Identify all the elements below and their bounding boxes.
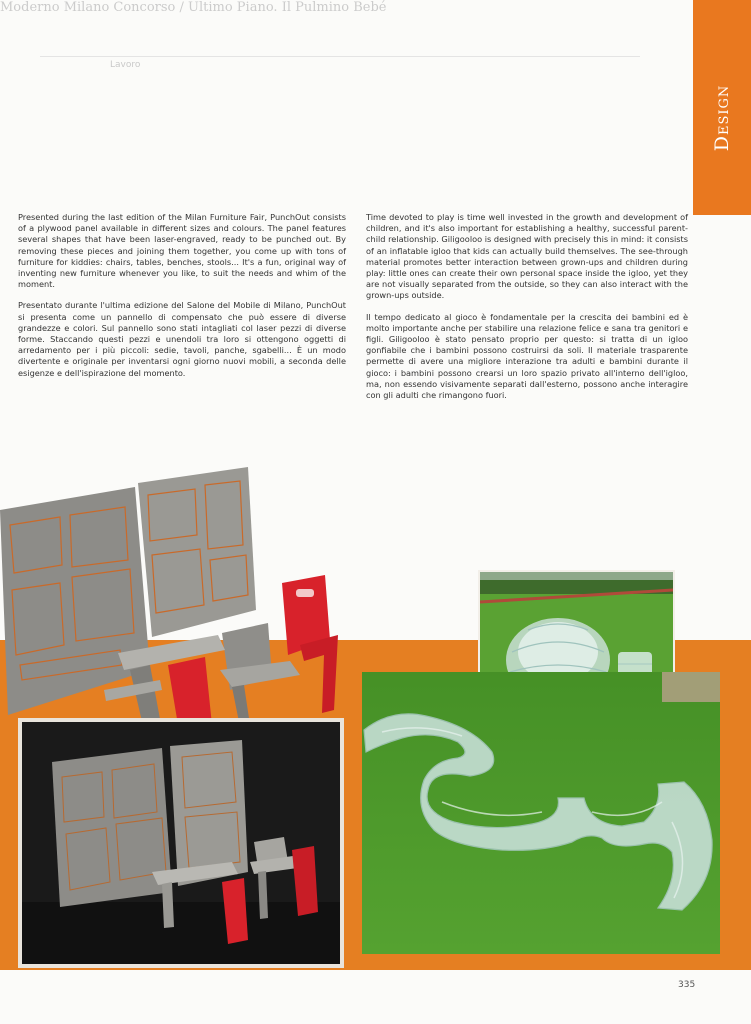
ghost-divider (40, 56, 640, 57)
section-tab (693, 0, 751, 215)
giligooloo-text-english: Time devoted to play is time well invested in the growth and development of children, and it's also important for establishing a healthy, successful parent-child relationship. Giligooloo is designed with precisely this in mind: it consists of an inflatable igloo that kids can actually build themselves. The see-through material promotes better interaction between grown-ups and children during play: little ones can create their own personal space inside the igloo, yet they are not visually separated from the outside, so they can also interact with the grown-ups outside. (366, 212, 688, 301)
giligooloo-text-italian: Il tempo dedicato al gioco è fondamentale per la crescita dei bambini ed è molto importante anche per stabilire una relazione felice e sana tra genitori e figli. Giligooloo è stato pensato proprio per questo: si tratta di un igloo gonfiabile che i bambini possono costruirsi da soli. Il materiale trasparente permette di avere una migliore interazione tra adulti e bambini durante il gioco: i bambini possono crearsi un loro spazio privato all'interno dell'igloo, ma, non essendo visivamente separati dall'esterno, possono anche interagire con gli adulti che rimangono fuori. (366, 311, 688, 401)
article-right-column (366, 212, 688, 411)
punchout-studio-photo (18, 718, 344, 968)
punchout-text-english: Presented during the last edition of the Milan Furniture Fair, PunchOut consists of a plywood panel available in different sizes and colours. The panel features several shapes that have been laser-engraved, ready to be punched out. By removing these pieces and joining them together, you come up with tons of furniture for kiddies: chairs, tables, benches, stools... It's a fun, original way of inventing new furniture whenever you like, to suit the needs and whim of the moment. (18, 212, 346, 290)
punchout-panels-photo (0, 465, 350, 730)
giligooloo-lawn-photo (362, 672, 720, 954)
ghost-header-text: Moderno Milano Concorso / Ultimo Piano. Il Pulmino Bebé (0, 0, 387, 15)
punchout-text-italian: Presentato durante l'ultima edizione del Salone del Mobile di Milano, PunchOut si presenta come un pannello di compensato che può essere di diverse grandezze e colori. Sul pannello sono stati intagliati col laser pezzi di diverse forme. Staccando questi pezzi e unendoli tra loro si ottengono oggetti di arredamento per i più piccoli: sedie, tavoli, panche, sgabelli... È un modo divertente e originale per inventarsi ogni giorno nuovi mobili, a seconda delle esigenze e dell'ispirazione del momento. (18, 300, 346, 378)
ghost-small-text: Lavoro (110, 60, 141, 70)
page-number: 335 (678, 980, 696, 990)
article-left-column (18, 212, 346, 389)
section-tab-label: Design (711, 84, 733, 152)
